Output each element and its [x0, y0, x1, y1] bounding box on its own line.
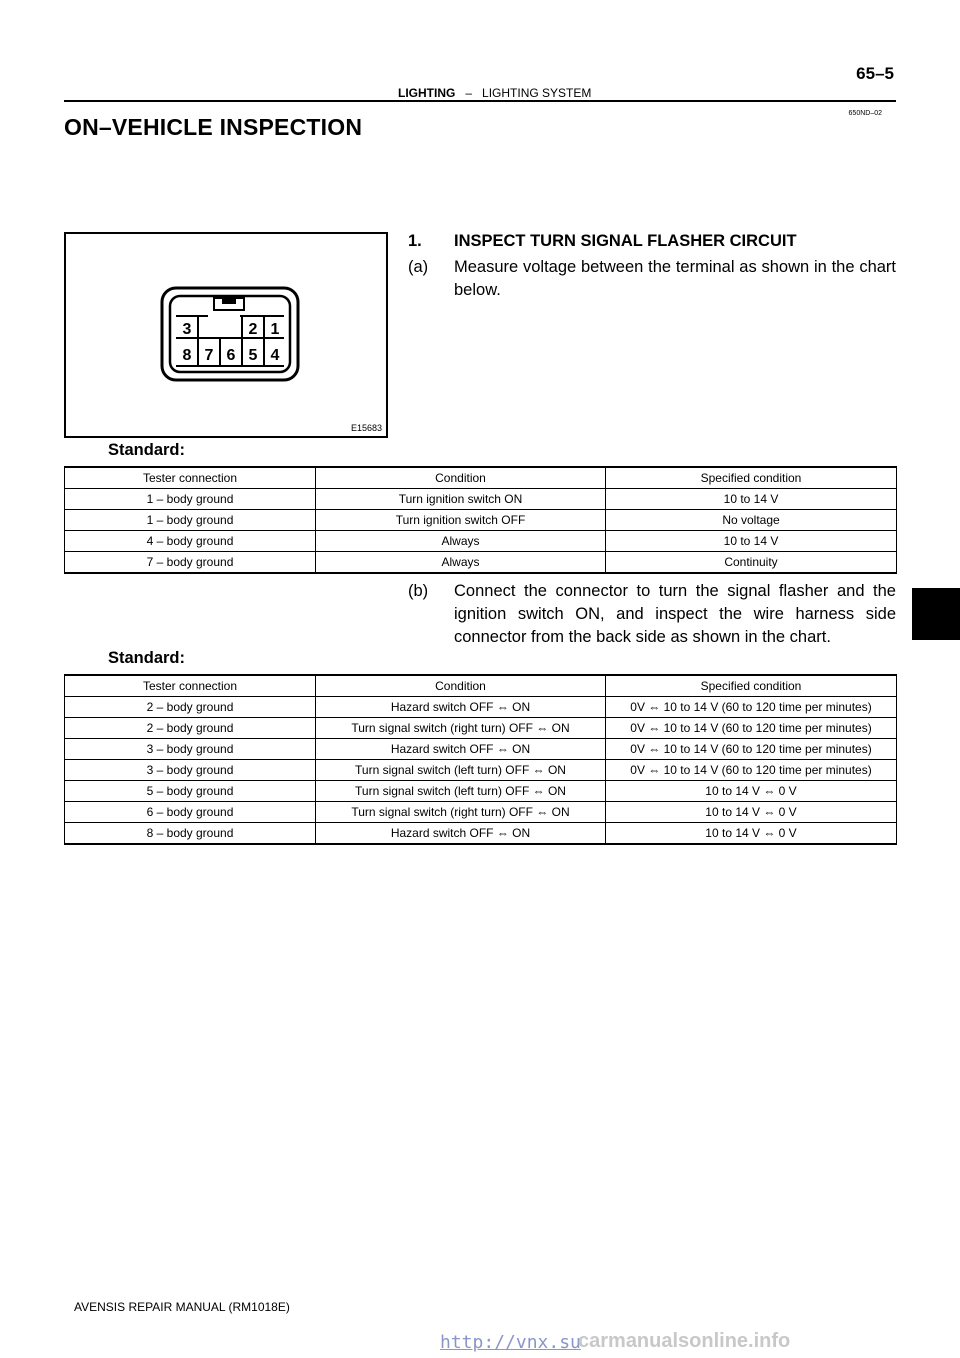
header-subsection: LIGHTING SYSTEM — [482, 86, 592, 100]
table-header-cell: Tester connection — [65, 675, 316, 697]
pin-label-8: 8 — [182, 347, 192, 364]
table-cell: 0V ⇔ 10 to 14 V (60 to 120 time per minutes) — [606, 739, 897, 760]
table-cell: Hazard switch OFF ⇔ ON — [316, 739, 606, 760]
table-cell: Continuity — [606, 552, 897, 574]
header-section: LIGHTING — [398, 86, 456, 100]
table-cell: Hazard switch OFF ⇔ ON — [316, 697, 606, 718]
step-number: 1. — [408, 232, 422, 250]
table-cell: 0V ⇔ 10 to 14 V (60 to 120 time per minutes) — [606, 760, 897, 781]
table-header-cell: Condition — [316, 675, 606, 697]
pin-label-5: 5 — [248, 347, 258, 364]
table-row — [65, 489, 897, 510]
table-cell: 5 – body ground — [65, 781, 316, 802]
pin-label-3: 3 — [182, 321, 192, 338]
spec-table-1 — [64, 466, 897, 574]
table-cell: Turn signal switch (left turn) OFF ⇔ ON — [316, 760, 606, 781]
table-row — [65, 823, 897, 845]
table-cell: 10 to 14 V — [606, 489, 897, 510]
table-cell: Turn signal switch (left turn) OFF ⇔ ON — [316, 781, 606, 802]
table-cell: 1 – body ground — [65, 510, 316, 531]
table-header-cell: Tester connection — [65, 467, 316, 489]
pin-label-7: 7 — [204, 347, 214, 364]
table-cell: 6 – body ground — [65, 802, 316, 823]
chapter-tab — [912, 588, 960, 640]
table-row — [65, 802, 897, 823]
step-heading — [408, 232, 797, 251]
table-cell: Turn signal switch (right turn) OFF ⇔ ON — [316, 802, 606, 823]
page-title: ON–VEHICLE INSPECTION — [64, 114, 363, 140]
table-row — [65, 697, 897, 718]
header-rule — [64, 100, 896, 102]
table-header-cell: Condition — [316, 467, 606, 489]
table-header-row — [65, 467, 897, 489]
table-row — [65, 760, 897, 781]
pin-label-6: 6 — [226, 347, 236, 364]
table-cell: 0V ⇔ 10 to 14 V (60 to 120 time per minutes) — [606, 718, 897, 739]
table-cell: Always — [316, 531, 606, 552]
step-b-label: (b) — [408, 582, 429, 600]
table-cell: Turn ignition switch OFF — [316, 510, 606, 531]
table-cell: 10 to 14 V — [606, 531, 897, 552]
table-cell: 7 – body ground — [65, 552, 316, 574]
table-cell: 0V ⇔ 10 to 14 V (60 to 120 time per minutes) — [606, 697, 897, 718]
table-cell: 4 – body ground — [65, 531, 316, 552]
table-row — [65, 552, 897, 574]
standard-label: Standard: — [108, 649, 186, 667]
table-row — [65, 531, 897, 552]
table-cell: 10 to 14 V ⇔ 0 V — [606, 823, 897, 845]
table-cell: Always — [316, 552, 606, 574]
connector-figure — [64, 232, 388, 438]
spec-table-2 — [64, 674, 897, 845]
watermark-link[interactable]: http://vnx.su — [440, 1332, 581, 1353]
connector-lock-key — [222, 298, 236, 304]
table-row — [65, 739, 897, 760]
watermark-text: carmanualsonline.info — [578, 1330, 791, 1352]
figure-label: E15683 — [350, 423, 382, 433]
step-a-text: Measure voltage between the terminal as shown in the chart below. — [454, 258, 896, 299]
table-cell: 10 to 14 V ⇔ 0 V — [606, 802, 897, 823]
table-cell: 3 – body ground — [65, 739, 316, 760]
step-a-label: (a) — [408, 258, 429, 276]
running-header — [398, 86, 591, 100]
table-row — [65, 781, 897, 802]
step-b — [408, 580, 896, 652]
table-row — [65, 510, 897, 531]
header-separator: – — [465, 86, 473, 100]
table-cell: 1 – body ground — [65, 489, 316, 510]
pin-label-4: 4 — [270, 347, 280, 364]
step-b-text: Connect the connector to turn the signal flasher and the ignition switch ON, and inspect the wire harness side connector from the back side as shown in the chart. — [454, 582, 896, 646]
table-row — [65, 718, 897, 739]
connector-diagram — [160, 286, 300, 382]
table-cell: 2 – body ground — [65, 718, 316, 739]
pin-label-1: 1 — [270, 321, 280, 338]
standard-label: Standard: — [108, 441, 186, 459]
table-header-row — [65, 675, 897, 697]
pin-label-2: 2 — [248, 321, 258, 338]
step-a — [408, 256, 896, 304]
document-code: 650ND–02 — [848, 110, 882, 117]
table-cell: No voltage — [606, 510, 897, 531]
table-cell: Turn signal switch (right turn) OFF ⇔ ON — [316, 718, 606, 739]
table-header-cell: Specified condition — [606, 467, 897, 489]
page-number: 65–5 — [856, 64, 894, 83]
table-cell: Hazard switch OFF ⇔ ON — [316, 823, 606, 845]
table-cell: 3 – body ground — [65, 760, 316, 781]
table-cell: 10 to 14 V ⇔ 0 V — [606, 781, 897, 802]
step-title: INSPECT TURN SIGNAL FLASHER CIRCUIT — [454, 232, 797, 250]
table-header-cell: Specified condition — [606, 675, 897, 697]
table-cell: 2 – body ground — [65, 697, 316, 718]
footer-text: AVENSIS REPAIR MANUAL (RM1018E) — [74, 1300, 290, 1314]
table-cell: 8 – body ground — [65, 823, 316, 845]
table-cell: Turn ignition switch ON — [316, 489, 606, 510]
